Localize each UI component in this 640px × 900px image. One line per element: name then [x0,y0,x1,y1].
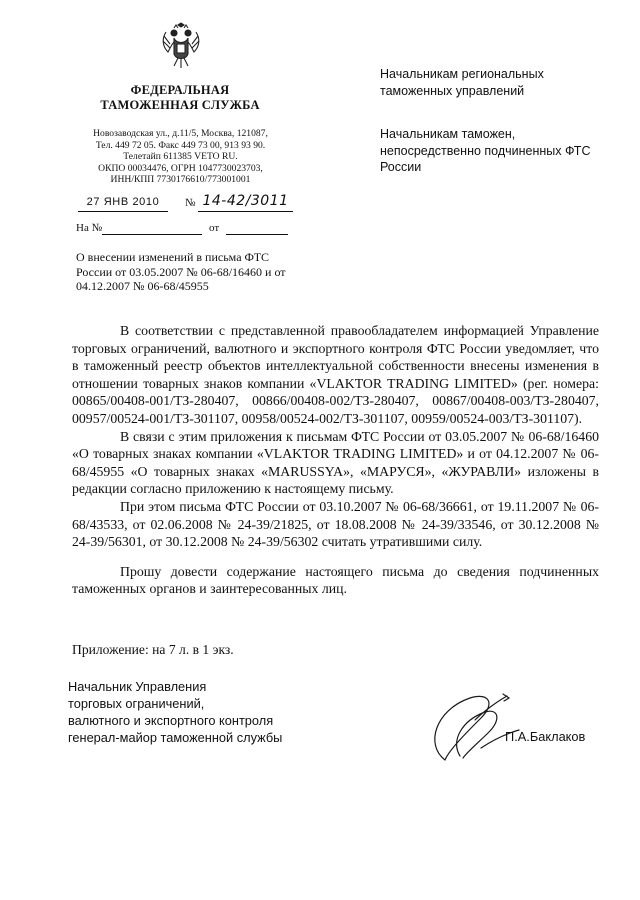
signer-position [68,678,328,746]
letter-subject: О внесении изменений в письма ФТС России от 03.05.2007 № 06-68/16460 и от 04.12.2007 № 06-68/45955 [76,250,286,293]
body-paragraph-3: При этом письма ФТС России от 03.10.2007 № 06-68/36661, от 19.11.2007 № 06-68/43533, от 02.06.2008 № 24-39/21825, от 18.08.2008 № 24-39/33546, от 30.12.2008 № 24-39/56301, от 30.12.2008 № 24-39/56302 считать утратившими силу. [72,498,599,550]
reference-row [76,222,291,238]
letter-body [72,322,599,598]
signer-position-line2: торговых ограничений, [68,696,205,711]
teletype-line: Телетайп 611385 VETO RU. [123,151,238,163]
registration-number: 14-42/3011 [198,192,293,212]
body-paragraph-2: В связи с этим приложения к письмам ФТС России от 03.05.2007 № 06-68/16460 «О товарных знаках компании «VLAKTOR TRADING LIMITED» и от 04.12.2007 № 06-68/45955 «О товарных знаках «MARUSSYA», «МАРУСЯ», «ЖУРАВЛИ» изложены в редакции согласно приложению к настоящему письму. [72,428,599,497]
signer-position-line4: генерал-майор таможенной службы [68,730,283,745]
registration-date: 27 ЯНВ 2010 [78,195,168,212]
address-line: Новозаводская ул., д.11/5, Москва, 121087, [93,128,268,139]
phone-line: Тел. 449 72 05. Факс 449 73 00, 913 93 90. [95,139,266,151]
reference-date-label: от [209,222,220,234]
signer-name: П.А.Баклаков [505,729,586,744]
organization-name-line1: ФЕДЕРАЛЬНАЯ [130,83,230,97]
registration-number-label: № [185,197,196,209]
addressee-regional: Начальникам региональных таможенных управлений [380,67,544,98]
body-paragraph-1: В соответствии с представленной правообладателем информацией Управление торговых ограничений, валютного и экспортного контроля ФТС России уведомляет, что в таможенный реестр объектов интеллектуальной собственности внесены изменения в отношении товарных знаков компании «VLAKTOR TRADING LIMITED» (рег. номера: 00865/00408-001/ТЗ-280407, 00866/00408-002/ТЗ-280407, 00867/00408-003/ТЗ-280407, 00957/00524-001/ТЗ-301107, 00958/00524-002/ТЗ-301107, 00959/00524-003/ТЗ-301107). [72,323,599,426]
signer-position-line1: Начальник Управления [68,679,207,694]
inn-line: ИНН/КПП 7730176610/773001001 [110,174,251,186]
codes-line: ОКПО 00034476, ОГРН 1047730023703, [98,162,263,174]
reference-number-line [102,234,202,235]
annex-note: Приложение: на 7 л. в 1 экз. [72,642,234,657]
handwritten-signature-icon [415,690,525,765]
reference-date-line [226,234,288,235]
signer-position-line3: валютного и экспортного контроля [68,713,274,728]
contact-block [68,128,293,186]
body-paragraph-4: Прошу довести содержание настоящего письма до сведения подчиненных таможенных органов и заинтересованных лиц. [72,563,599,597]
addressee-customs: Начальникам таможен, непосредственно подчиненных ФТС России [380,127,591,174]
organization-name-line2: ТАМОЖЕННАЯ СЛУЖБА [100,98,260,112]
organization-name [80,83,280,113]
reference-number-label: На № [76,222,103,234]
double-headed-eagle-icon [160,22,202,70]
registration-row [78,195,293,215]
